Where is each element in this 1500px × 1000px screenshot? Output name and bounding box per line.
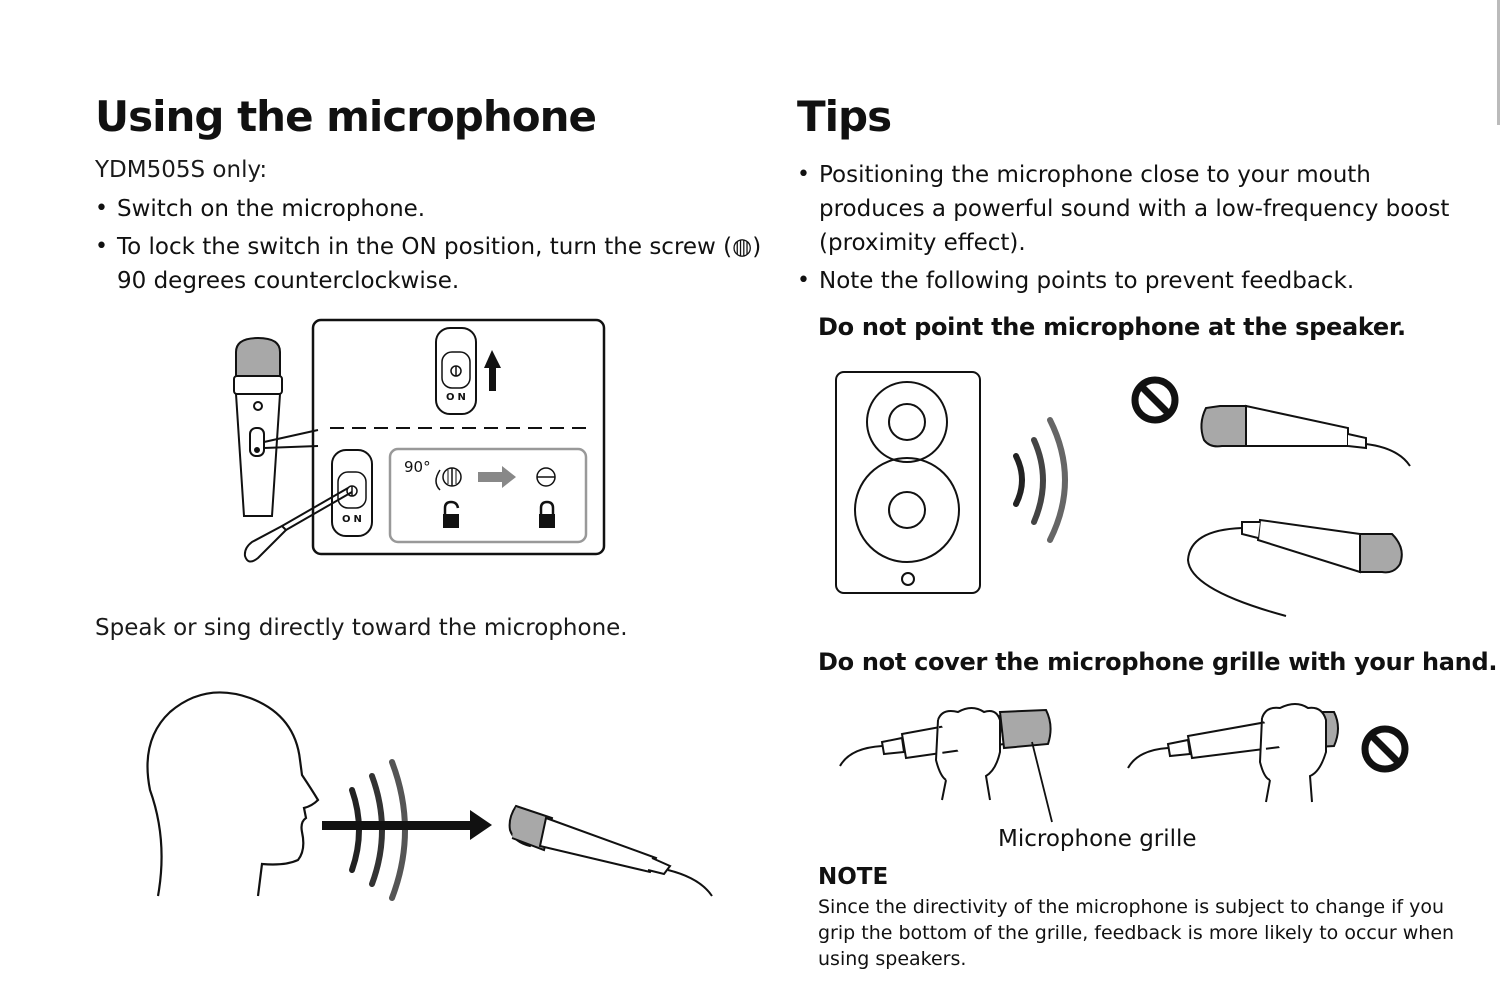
page-title-using-microphone: Using the microphone [95,92,597,141]
subhead-no-point-speaker: Do not point the microphone at the speaker. [818,313,1406,341]
page-title-tips: Tips [797,92,892,141]
bullet-text: Positioning the microphone close to your mouth produces a powerful sound with a low-frequency boost (proximity effect). [819,162,1450,256]
bullet-dot: • [95,234,108,259]
bullet-dot: • [797,268,810,293]
model-note: YDM505S only: [95,157,268,183]
on-label-bottom: ON [342,514,365,525]
bullet-text: Switch on the microphone. [117,196,426,222]
bullet-dot: • [797,162,810,187]
on-label-top: ON [446,392,469,403]
bullet-dot: • [95,196,108,221]
subhead-no-cover-grille: Do not cover the microphone grille with your hand. [818,648,1498,676]
note-text: Since the directivity of the microphone is subject to change if you grip the bottom of the grille, feedback is more likely to occur when using speakers. [818,896,1455,970]
prohibited-icon [1365,729,1405,769]
angle-label: 90° [404,458,431,476]
bullet-text: To lock the switch in the ON position, turn the screw (◍) 90 degrees counterclockwise. [117,234,762,294]
note-title: NOTE [818,864,889,890]
hand-covering-grille-icon [1128,704,1338,802]
grille-callout-line [1032,742,1052,822]
speak-instruction: Speak or sing directly toward the microphone. [95,615,628,641]
hand-holding-microphone-icon [840,708,1051,800]
bullet-text: Note the following points to prevent feedback. [819,268,1355,294]
grille-label: Microphone grille [998,826,1197,852]
